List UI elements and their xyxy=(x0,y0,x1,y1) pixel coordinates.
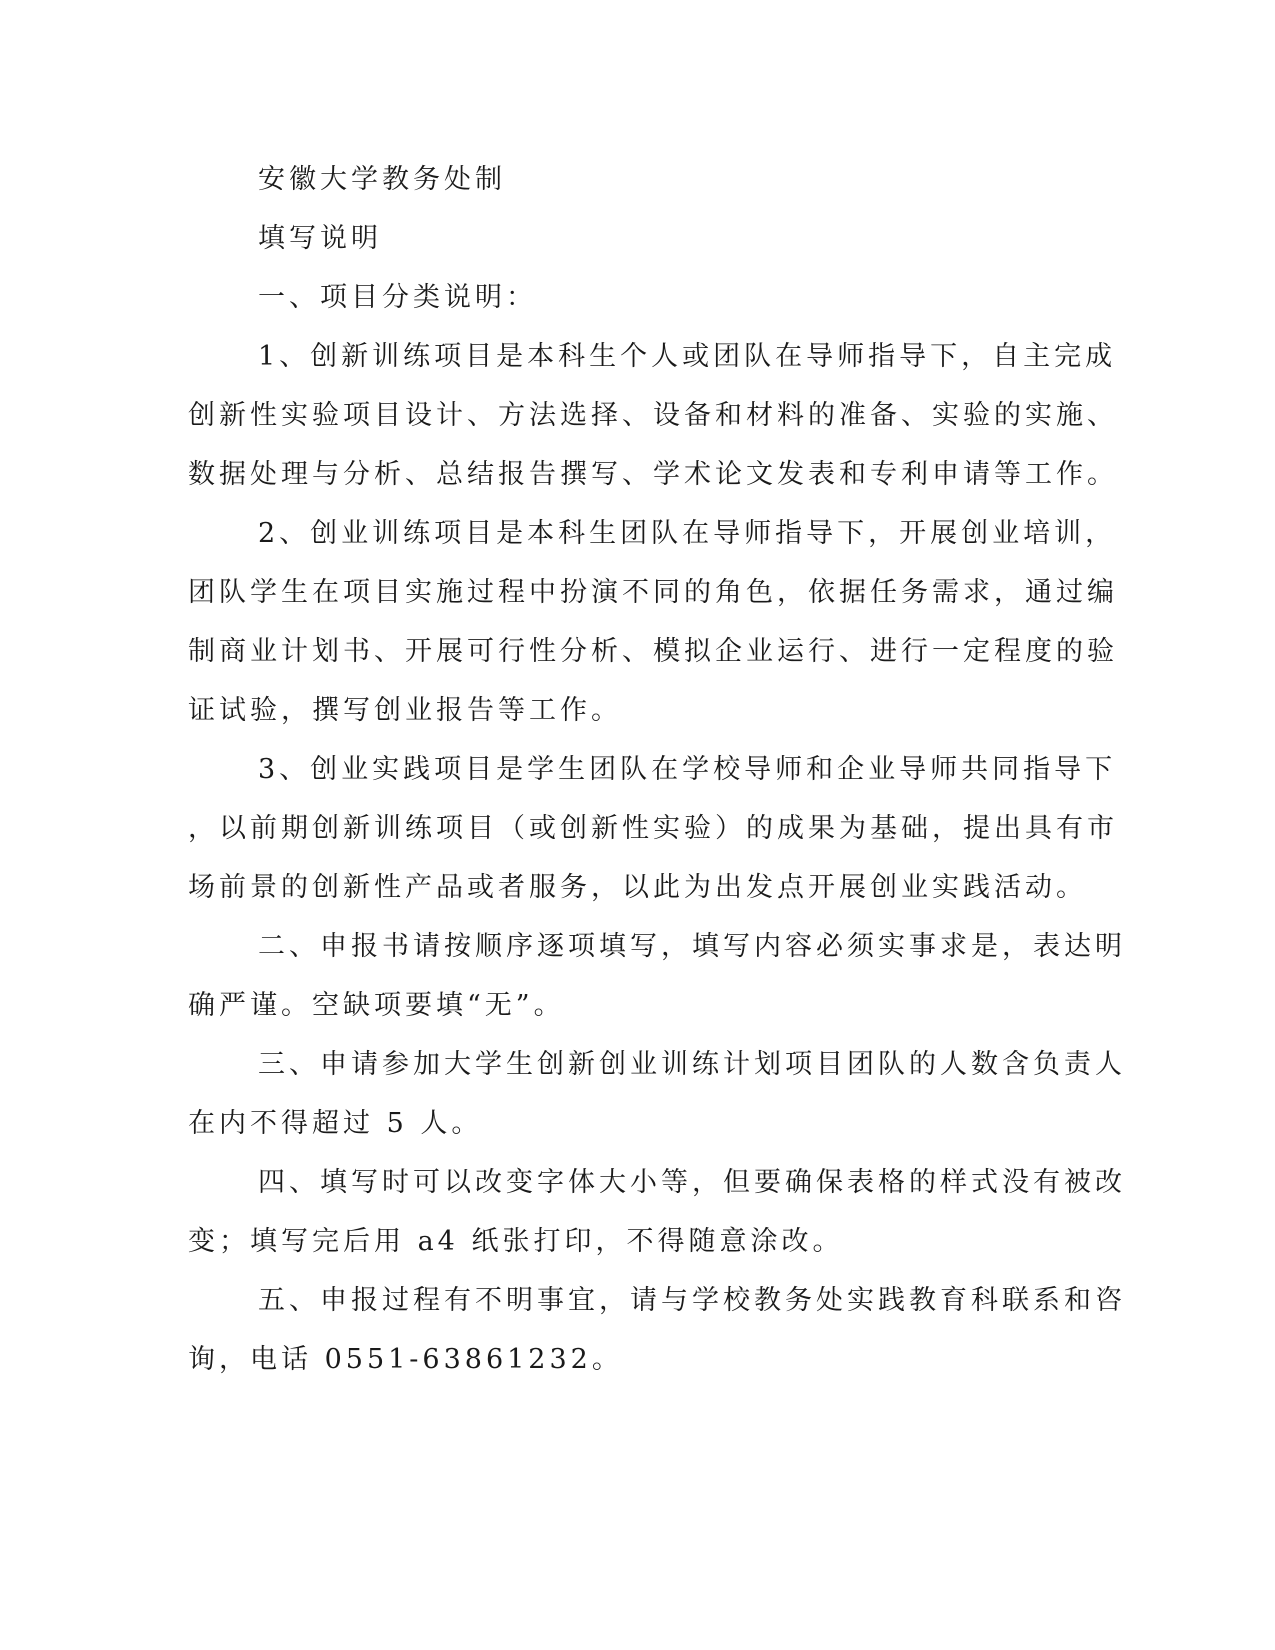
item-1-line-1: 1、创新训练项目是本科生个人或团队在导师指导下，自主完成 xyxy=(258,341,1117,372)
item-2-line-2: 团队学生在项目实施过程中扮演不同的角色，依据任务需求，通过编 xyxy=(188,577,1118,608)
section-1-title: 一、项目分类说明： xyxy=(258,282,537,313)
section-2-line-2: 确严谨。空缺项要填“无”。 xyxy=(188,990,565,1021)
item-2-line-4: 证试验，撰写创业报告等工作。 xyxy=(188,695,622,726)
item-3-line-3: 场前景的创新性产品或者服务，以此为出发点开展创业实践活动。 xyxy=(188,872,1087,903)
instructions-heading: 填写说明 xyxy=(258,223,382,254)
section-5-line-1: 五、申报过程有不明事宜，请与学校教务处实践教育科联系和咨 xyxy=(258,1285,1126,1316)
item-2-line-3: 制商业计划书、开展可行性分析、模拟企业运行、进行一定程度的验 xyxy=(188,636,1118,667)
item-2-line-1: 2、创业训练项目是本科生团队在导师指导下，开展创业培训， xyxy=(258,518,1117,549)
section-5-line-2: 询，电话 0551-63861232。 xyxy=(188,1344,623,1375)
item-3-line-2: ，以前期创新训练项目（或创新性实验）的成果为基础，提出具有市 xyxy=(188,813,1118,844)
item-1-line-3: 数据处理与分析、总结报告撰写、学术论文发表和专利申请等工作。 xyxy=(188,459,1118,490)
section-4-line-2: 变；填写完后用 a4 纸张打印，不得随意涂改。 xyxy=(188,1226,844,1257)
section-3-line-2: 在内不得超过 5 人。 xyxy=(188,1108,483,1139)
item-3-line-1: 3、创业实践项目是学生团队在学校导师和企业导师共同指导下 xyxy=(258,754,1117,785)
issuer-line: 安徽大学教务处制 xyxy=(258,164,506,195)
section-3-line-1: 三、申请参加大学生创新创业训练计划项目团队的人数含负责人 xyxy=(258,1049,1126,1080)
item-1-line-2: 创新性实验项目设计、方法选择、设备和材料的准备、实验的实施、 xyxy=(188,400,1118,431)
section-4-line-1: 四、填写时可以改变字体大小等，但要确保表格的样式没有被改 xyxy=(258,1167,1126,1198)
section-2-line-1: 二、申报书请按顺序逐项填写，填写内容必须实事求是，表达明 xyxy=(258,931,1126,962)
